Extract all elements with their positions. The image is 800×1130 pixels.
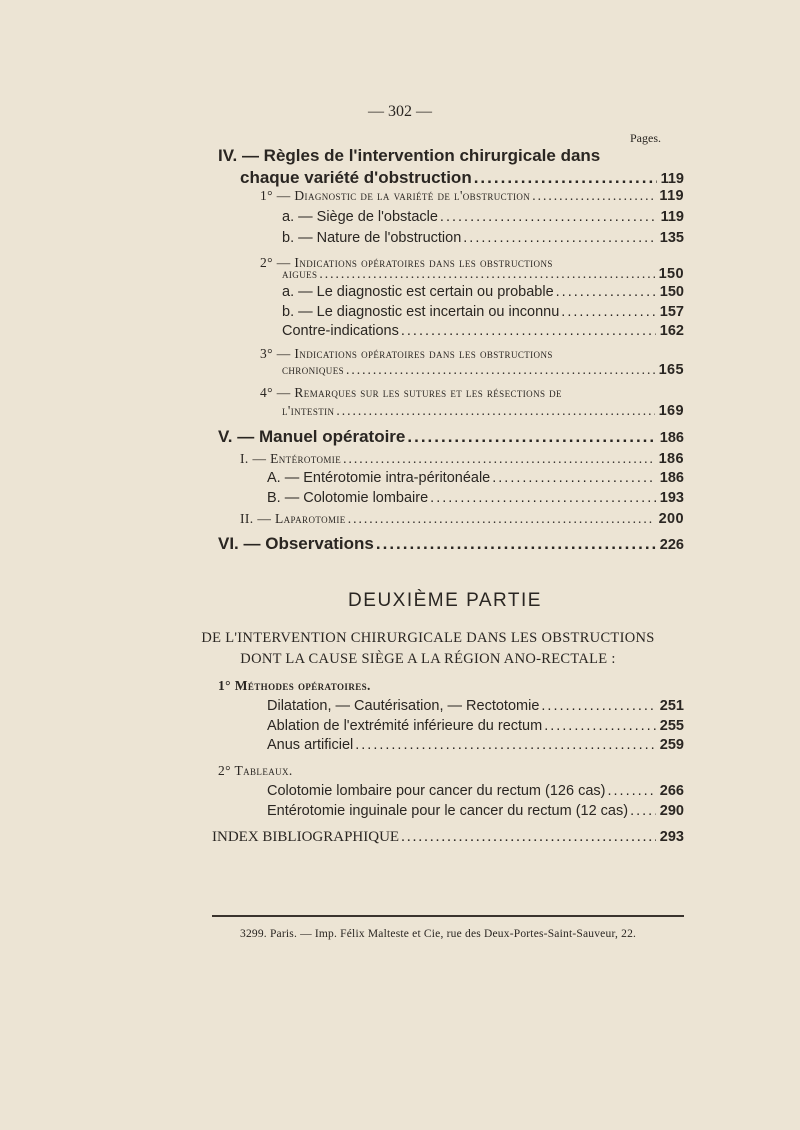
toc-page-number: 162: [659, 323, 684, 339]
dot-leader: [353, 737, 656, 753]
dot-leader: [472, 168, 657, 188]
part-two-subtitle-line1: DE L'INTERVENTION CHIRURGICALE DANS LES OBSTRUCTIONS: [201, 630, 655, 646]
toc-entry-label: l'intestin: [282, 403, 335, 418]
toc-entry-label: Anus artificiel: [267, 737, 354, 753]
toc-remarques-line1: 4° — Remarques sur les sutures et les résections de: [260, 385, 562, 400]
dot-leader: [554, 284, 656, 300]
toc-entry-index: [212, 829, 684, 846]
toc-entry-label: V. — Manuel opératoire: [218, 427, 406, 446]
dot-leader: [405, 427, 655, 447]
toc-entry-section-v: [218, 427, 684, 447]
dot-leader: [438, 209, 657, 225]
toc-page-number: 251: [659, 698, 684, 714]
toc-page-number: 119: [660, 209, 684, 225]
toc-entry-label: Entérotomie inguinale pour le cancer du rectum (12 cas): [267, 803, 629, 819]
dot-leader: [628, 803, 656, 819]
dot-leader: [428, 490, 656, 506]
toc-entry-nature-obstruction: [282, 230, 684, 246]
toc-page-number: 169: [658, 403, 684, 419]
toc-indications-aigues-line1: 2° — Indications opératoires dans les obstructions: [260, 255, 553, 270]
footer-rule: [212, 915, 684, 917]
toc-entry-label: aigues: [282, 266, 318, 281]
toc-entry-label: VI. — Observations: [218, 534, 374, 553]
toc-entry-label: INDEX BIBLIOGRAPHIQUE: [212, 829, 400, 845]
toc-entry-siege-obstacle: [282, 209, 684, 225]
toc-entry-colotomie-cancer: [267, 783, 684, 799]
toc-entry-diagnostic-certain: [282, 284, 684, 300]
toc-entry-indications-chroniques: [260, 362, 684, 378]
toc-page-number: 193: [659, 490, 684, 506]
dot-leader: [605, 783, 655, 799]
toc-page-number: 150: [659, 284, 684, 300]
toc-entry-dilatation: [267, 698, 684, 714]
toc-entry-label: B. — Colotomie lombaire: [267, 490, 429, 506]
toc-entry-label: chroniques: [282, 362, 345, 377]
toc-entry-diagnostic-incertain: [282, 304, 684, 320]
part-two-title: DEUXIÈME PARTIE: [348, 590, 542, 611]
toc-page-number: 135: [659, 230, 684, 246]
toc-page-number: 186: [659, 430, 684, 446]
toc-entry-section-iv: [240, 168, 684, 188]
toc-page-number: 150: [658, 266, 684, 282]
toc-entry-indications-aigues: [260, 266, 684, 282]
dot-leader: [374, 534, 656, 554]
dot-leader: [344, 362, 655, 378]
toc-entry-label: Ablation de l'extrémité inférieure du rectum: [267, 718, 543, 734]
toc-entry-anus-artificiel: [267, 737, 684, 753]
toc-entry-label: chaque variété d'obstruction: [240, 168, 472, 187]
toc-entry-diagnostic: [260, 188, 684, 204]
dot-leader: [542, 718, 656, 734]
toc-entry-ablation: [267, 718, 684, 734]
toc-page-number: 293: [659, 829, 684, 845]
part-two-subtitle-line2: DONT LA CAUSE SIÈGE A LA RÉGION ANO-RECTALE :: [240, 651, 616, 667]
toc-entry-label: Dilatation, — Cautérisation, — Rectotomie: [267, 698, 540, 714]
dot-leader: [341, 451, 654, 467]
dot-leader: [346, 511, 655, 527]
page-number: — 302 —: [368, 103, 432, 120]
dot-leader: [334, 403, 654, 419]
toc-page-number: 186: [658, 451, 684, 467]
methodes-heading: 1° Méthodes opératoires.: [218, 678, 371, 693]
toc-page-number: 119: [659, 188, 684, 204]
printer-footer: 3299. Paris. — Imp. Félix Malteste et Cie, rue des Deux-Portes-Saint-Sauveur, 22.: [240, 928, 637, 940]
toc-page-number: 226: [659, 537, 684, 553]
dot-leader: [399, 829, 656, 846]
dot-leader: [530, 188, 655, 204]
toc-page-number: 266: [659, 783, 684, 799]
dot-leader: [461, 230, 656, 246]
toc-page-number: 255: [659, 718, 684, 734]
toc-entry-label: 1° — Diagnostic de la variété de l'obstruction: [260, 188, 531, 203]
toc-entry-label: b. — Nature de l'obstruction: [282, 230, 462, 246]
dot-leader: [317, 266, 654, 282]
toc-entry-colotomie-lombaire: [267, 490, 684, 506]
toc-entry-label: II. — Laparotomie: [240, 511, 346, 526]
toc-entry-enterotomie-intra: [267, 470, 684, 486]
toc-page-number: 290: [659, 803, 684, 819]
toc-entry-label: I. — Entérotomie: [240, 451, 342, 466]
toc-entry-label: A. — Entérotomie intra-péritonéale: [267, 470, 491, 486]
section-iv-title-line1: IV. — Règles de l'intervention chirurgicale dans: [218, 146, 601, 165]
toc-page-number: 186: [659, 470, 684, 486]
dot-leader: [559, 304, 656, 320]
toc-entry-enterotomie: [240, 451, 684, 467]
toc-page-number: 259: [659, 737, 684, 753]
toc-page-number: 157: [659, 304, 684, 320]
toc-entry-section-vi: [218, 534, 684, 554]
pages-column-label: Pages.: [630, 131, 661, 145]
dot-leader: [399, 323, 656, 339]
toc-entry-label: Colotomie lombaire pour cancer du rectum (126 cas): [267, 783, 606, 799]
toc-page-number: 119: [660, 171, 684, 187]
toc-entry-label: a. — Siège de l'obstacle: [282, 209, 438, 225]
toc-entry-label: b. — Le diagnostic est incertain ou inconnu: [282, 304, 560, 320]
toc-entry-laparotomie: [240, 511, 684, 527]
dot-leader: [539, 698, 655, 714]
dot-leader: [490, 470, 656, 486]
toc-entry-contre-indications: [282, 323, 684, 339]
tableaux-heading: 2° Tableaux.: [218, 763, 293, 778]
toc-page-number: 165: [658, 362, 684, 378]
toc-entry-enterotomie-inguinale: [267, 803, 684, 819]
toc-indications-chroniques-line1: 3° — Indications opératoires dans les obstructions: [260, 346, 553, 361]
toc-entry-remarques: [260, 403, 684, 419]
toc-entry-label: Contre-indications: [282, 323, 399, 339]
toc-entry-label: a. — Le diagnostic est certain ou probable: [282, 284, 554, 300]
toc-page-number: 200: [658, 511, 684, 527]
